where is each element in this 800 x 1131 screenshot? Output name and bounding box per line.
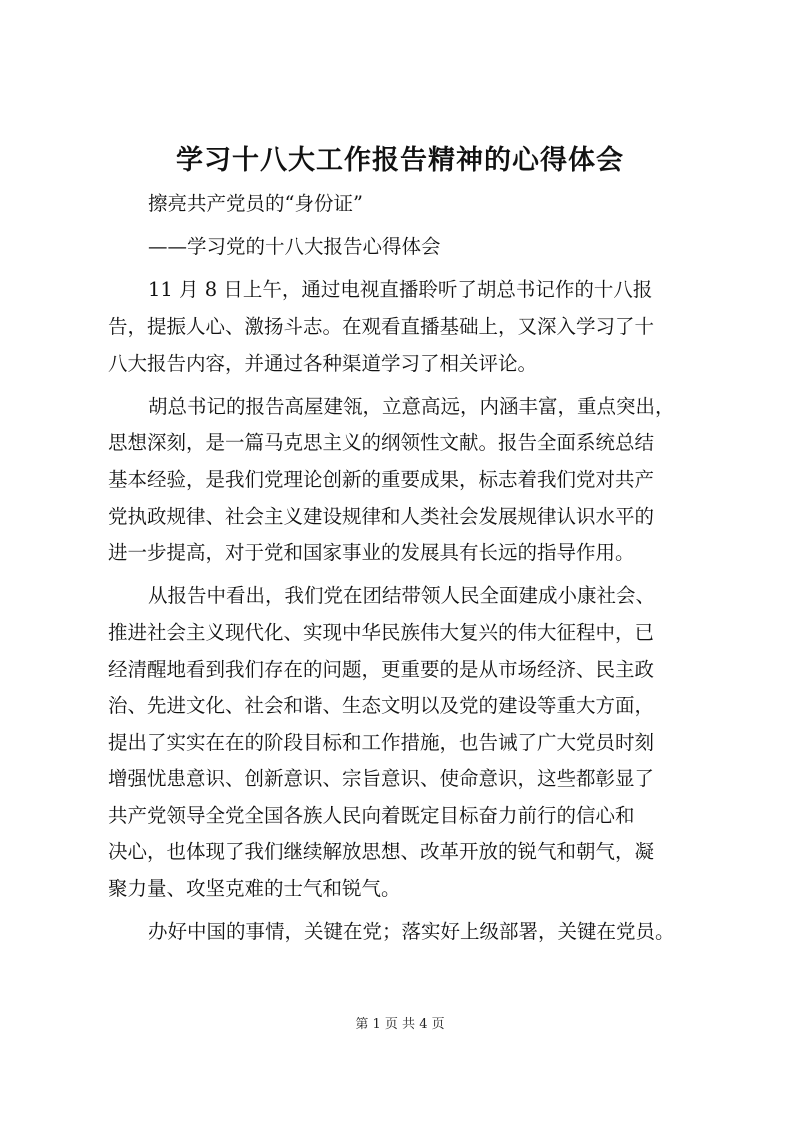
text-line: 增强忧患意识、创新意识、宗旨意识、使命意识，这些都彰显了 (108, 767, 655, 791)
text-line: 擦亮共产党员的“身份证” (148, 192, 363, 215)
text-line: 告，提振人心、激扬斗志。在观看直播基础上，又深入学习了十 (108, 314, 655, 338)
text-line: 提出了实实在在的阶段目标和工作措施，也告诫了广大党员时刻 (108, 730, 655, 754)
text-line: 从报告中看出，我们党在团结带领人民全面建成小康社会、 (148, 584, 656, 608)
text-line: 11 月 8 日上午，通过电视直播聆听了胡总书记作的十八报 (148, 278, 653, 302)
text-line: 经清醒地看到我们存在的问题，更重要的是从市场经济、民主政 (108, 657, 655, 681)
text-line: 思想深刻，是一篇马克思主义的纲领性文献。报告全面系统总结 (108, 431, 655, 455)
document-title: 学习十八大工作报告精神的心得体会 (176, 145, 624, 176)
text-line: ——学习党的十八大报告心得体会 (148, 235, 441, 259)
document-body (108, 186, 708, 951)
paragraph-gap (108, 266, 708, 273)
page-footer: 第 1 页 共 4 页 (355, 1017, 445, 1032)
text-line: 聚力量、攻坚克难的士气和锐气。 (108, 877, 401, 901)
text-line: 胡总书记的报告高屋建瓴，立意高远，内涵丰富，重点突出， (148, 394, 675, 418)
text-line: 党执政规律、社会主义建设规律和人类社会发展规律认识水平的 (108, 504, 655, 528)
paragraph-gap (108, 223, 708, 230)
text-line: 推进社会主义现代化、实现中华民族伟大复兴的伟大征程中，已 (108, 620, 655, 644)
paragraph-gap (108, 382, 708, 389)
text-line: 八大报告内容，并通过各种渠道学习了相关评论。 (108, 351, 538, 375)
paragraph-gap (108, 572, 708, 579)
text-line: 基本经验，是我们党理论创新的重要成果，标志着我们党对共产 (108, 467, 655, 491)
text-line: 办好中国的事情，关键在党；落实好上级部署，关键在党员。 (148, 920, 675, 944)
text-line: 进一步提高，对于党和国家事业的发展具有长远的指导作用。 (108, 541, 635, 565)
paragraph-gap (108, 908, 708, 915)
text-line: 决心，也体现了我们继续解放思想、改革开放的锐气和朝气，凝 (108, 840, 655, 864)
text-line: 共产党领导全党全国各族人民向着既定目标奋力前行的信心和 (108, 803, 635, 827)
text-line: 治、先进文化、社会和谐、生态文明以及党的建设等重大方面， (108, 694, 655, 718)
